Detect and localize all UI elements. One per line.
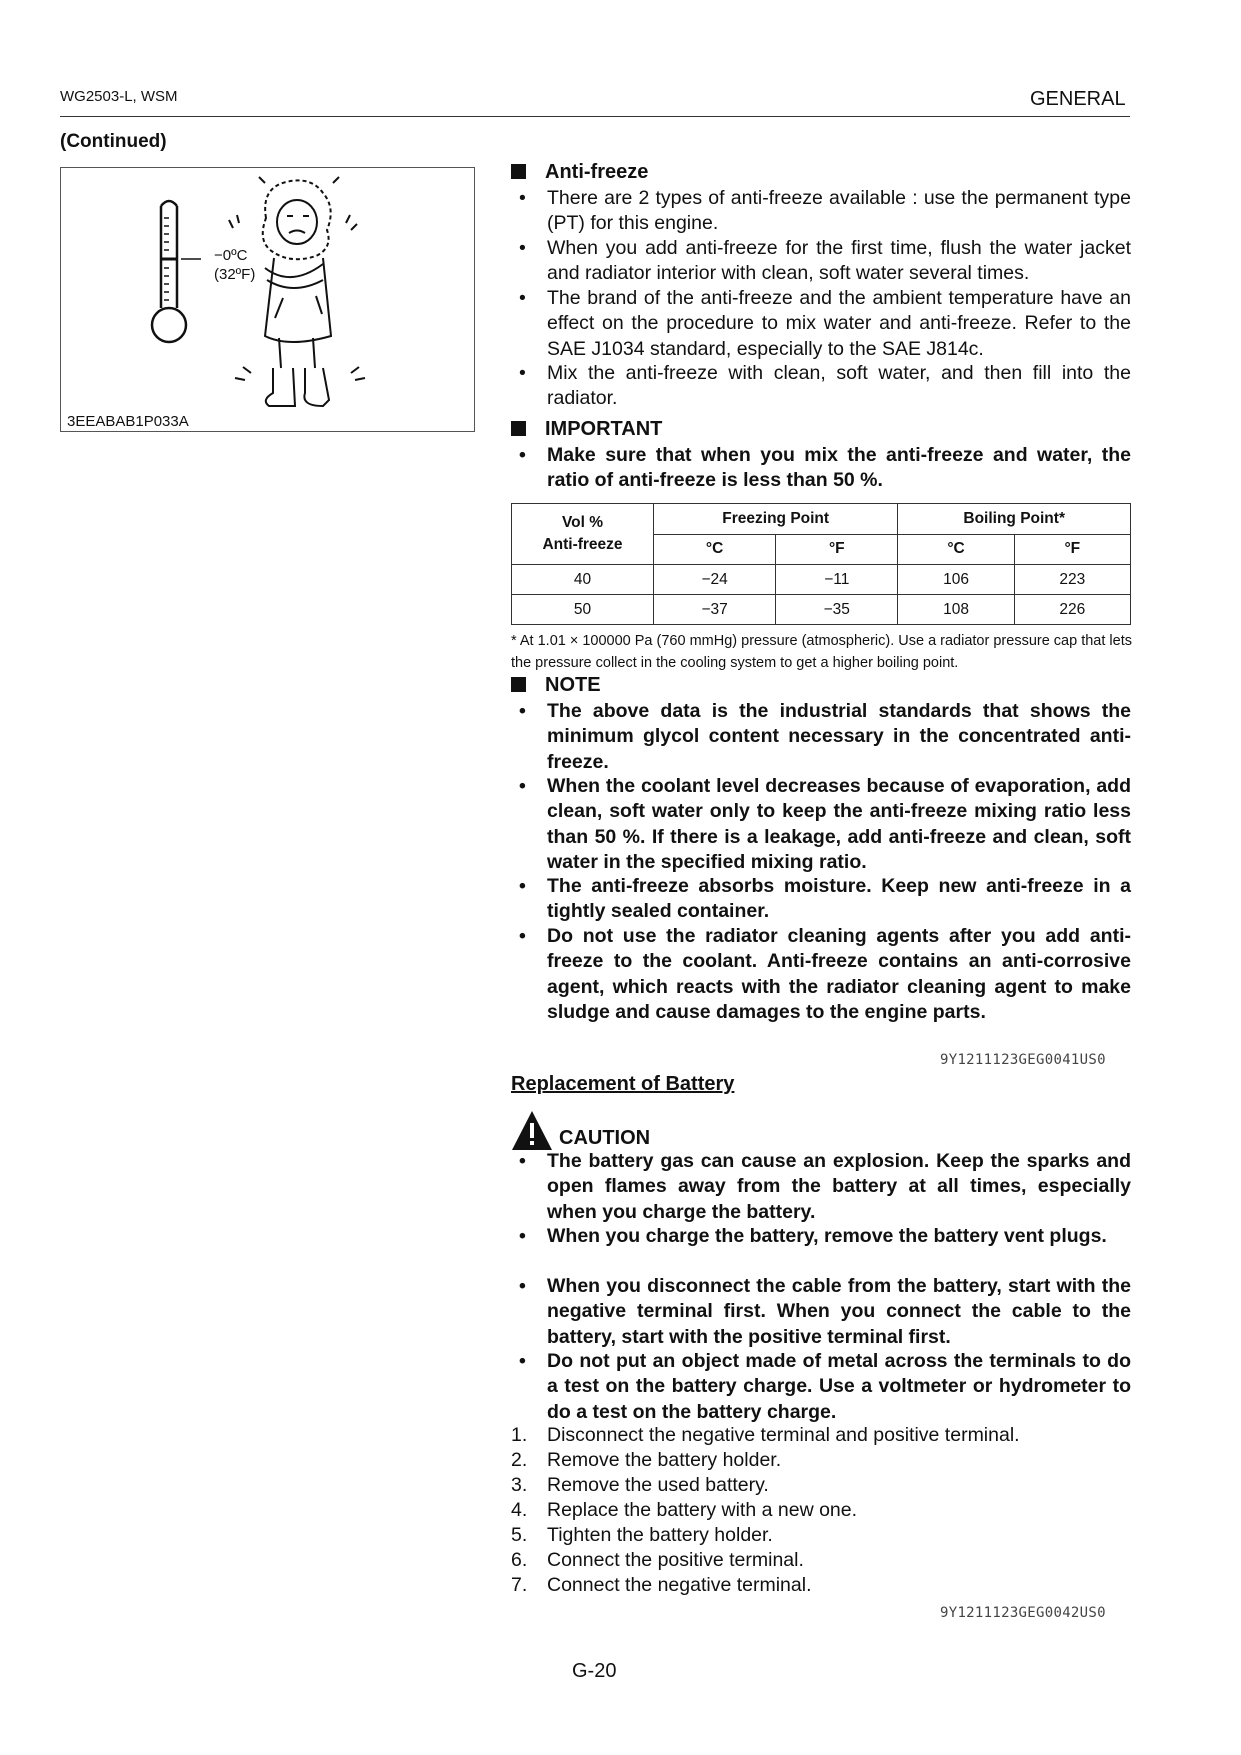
list-item: • Do not put an object made of metal across the terminals to do a test on the battery charge. Use a voltmeter or hydrometer to do a test on the battery charge. xyxy=(511,1349,1131,1425)
step-6-text: Connect the positive terminal. xyxy=(547,1549,804,1571)
table-footnote: * At 1.01 × 100000 Pa (760 mmHg) pressure (atmospheric). Use a radiator pressure cap that lets the pressure collect in the cooling system to get a higher boiling point. xyxy=(511,633,1132,671)
table-header-vol xyxy=(512,504,654,565)
note-heading-text: NOTE xyxy=(545,674,601,696)
caution-bullet-4: Do not put an object made of metal across the terminals to do a test on the battery charge. Use a voltmeter or hydrometer to do a test on the battery charge. xyxy=(547,1350,1131,1423)
important-bullet-1: Make sure that when you mix the anti-freeze and water, the ratio of anti-freeze is less than 50 %. xyxy=(547,444,1131,492)
caution-label: CAUTION xyxy=(559,1127,651,1149)
table-header-c: °C xyxy=(898,534,1014,565)
battery-section-heading: Replacement of Battery xyxy=(511,1073,735,1095)
list-item: • When you charge the battery, remove the battery vent plugs. xyxy=(511,1224,1131,1249)
list-item: • The above data is the industrial standards that shows the minimum glycol content necessary in the concentrated anti-freeze. xyxy=(511,699,1131,775)
important-heading xyxy=(511,418,662,441)
square-bullet-icon xyxy=(511,164,526,179)
step-5-text: Tighten the battery holder. xyxy=(547,1524,773,1546)
section-title: GENERAL xyxy=(1030,88,1126,110)
antifreeze-bullet-3: The brand of the anti-freeze and the ambient temperature have an effect on the procedure to mix water and anti-freeze. Refer to the SAE J1034 standard, especially to the SAE J814c. xyxy=(547,287,1131,360)
list-item: • When the coolant level decreases because of evaporation, add clean, soft water only to keep the anti-freeze mixing ratio less than 50 %. If there is a leakage, add anti-freeze and clean, soft water in the specified mixing ratio. xyxy=(511,774,1131,875)
table-cell: 223 xyxy=(1014,565,1130,595)
table-cell: −11 xyxy=(776,565,898,595)
step-3-text: Remove the used battery. xyxy=(547,1474,769,1496)
warning-triangle-icon xyxy=(511,1110,553,1152)
temperature-fahrenheit: (32ºF) xyxy=(214,266,256,283)
table-cell: 226 xyxy=(1014,595,1130,625)
note-bullet-1: The above data is the industrial standards that shows the minimum glycol content necessary in the concentrated anti-freeze. xyxy=(547,700,1131,773)
table-cell: 106 xyxy=(898,565,1014,595)
temperature-celsius: −0ºC xyxy=(214,247,248,264)
step-1-text: Disconnect the negative terminal and positive terminal. xyxy=(547,1424,1020,1446)
caution-bullet-2: When you charge the battery, remove the battery vent plugs. xyxy=(547,1225,1107,1247)
table-header-f: °F xyxy=(1014,534,1130,565)
list-item: • Do not use the radiator cleaning agents after you add anti-freeze to the coolant. Anti-freeze contains an anti-corrosive agent, which reacts with the radiator cleaning agent to make sludge and cause damages to the engine parts. xyxy=(511,924,1131,1025)
table-row xyxy=(512,595,1131,625)
table-row xyxy=(512,565,1131,595)
table-header-freezing: Freezing Point xyxy=(654,504,898,535)
note-heading xyxy=(511,674,601,697)
table-cell: −24 xyxy=(654,565,776,595)
temperature-label xyxy=(214,246,255,284)
table-header-f: °F xyxy=(776,534,898,565)
continued-label: (Continued) xyxy=(60,131,167,152)
table-cell: −35 xyxy=(776,595,898,625)
note-bullet-2: When the coolant level decreases because of evaporation, add clean, soft water only to keep the anti-freeze mixing ratio less than 50 %. If there is a leakage, add anti-freeze and clean, soft water in the specified mixing ratio. xyxy=(547,775,1131,873)
note-bullet-4: Do not use the radiator cleaning agents after you add anti-freeze to the coolant. Anti-freeze contains an anti-corrosive agent, which reacts with the radiator cleaning agent to make sludge and cause damages to the engine parts. xyxy=(547,925,1131,1023)
list-item: • Make sure that when you mix the anti-freeze and water, the ratio of anti-freeze is less than 50 %. xyxy=(511,443,1131,494)
table-cell: −37 xyxy=(654,595,776,625)
list-item: • The battery gas can cause an explosion. Keep the sparks and open flames away from the battery at all times, especially when you charge the battery. xyxy=(511,1149,1131,1225)
document-id: WG2503-L, WSM xyxy=(60,88,178,105)
antifreeze-heading-text: Anti-freeze xyxy=(545,161,649,183)
reference-code: 9Y1211123GEG0041US0 xyxy=(940,1052,1106,1068)
page-number: G-20 xyxy=(572,1660,617,1682)
step-7-text: Connect the negative terminal. xyxy=(547,1574,812,1596)
list-item: • When you disconnect the cable from the battery, start with the negative terminal first. When you connect the cable to the battery, start with the positive terminal first. xyxy=(511,1274,1131,1350)
reference-code: 9Y1211123GEG0042US0 xyxy=(940,1605,1106,1621)
important-heading-text: IMPORTANT xyxy=(545,418,663,440)
list-item: • The brand of the anti-freeze and the ambient temperature have an effect on the procedure to mix water and anti-freeze. Refer to the SAE J1034 standard, especially to the SAE J814c. xyxy=(511,286,1131,362)
table-cell: 50 xyxy=(512,595,654,625)
note-bullet-3: The anti-freeze absorbs moisture. Keep new anti-freeze in a tightly sealed container. xyxy=(547,875,1131,923)
cold-weather-illustration xyxy=(60,167,475,432)
antifreeze-bullet-1: There are 2 types of anti-freeze available : use the permanent type (PT) for this engine. xyxy=(547,187,1131,235)
table-header-boiling: Boiling Point* xyxy=(898,504,1131,535)
thermometer-and-person-drawing xyxy=(61,168,476,433)
list-item: • The anti-freeze absorbs moisture. Keep new anti-freeze in a tightly sealed container. xyxy=(511,874,1131,925)
square-bullet-icon xyxy=(511,421,526,436)
header-vol-line1: Vol % xyxy=(561,514,604,531)
figure-code: 3EEABAB1P033A xyxy=(67,413,189,430)
antifreeze-bullet-2: When you add anti-freeze for the first time, flush the water jacket and radiator interior with clean, soft water several times. xyxy=(547,237,1131,285)
list-item: • There are 2 types of anti-freeze available : use the permanent type (PT) for this engine. xyxy=(511,186,1131,237)
antifreeze-bullet-4: Mix the anti-freeze with clean, soft water, and then fill into the radiator. xyxy=(547,362,1131,410)
step-2-text: Remove the battery holder. xyxy=(547,1449,782,1471)
table-header-c: °C xyxy=(654,534,776,565)
list-item: • When you add anti-freeze for the first time, flush the water jacket and radiator interior with clean, soft water several times. xyxy=(511,236,1131,287)
antifreeze-heading xyxy=(511,161,648,184)
header-divider xyxy=(60,116,1130,117)
antifreeze-table xyxy=(511,503,1131,625)
step-4-text: Replace the battery with a new one. xyxy=(547,1499,858,1521)
square-bullet-icon xyxy=(511,677,526,692)
list-item: • Mix the anti-freeze with clean, soft water, and then fill into the radiator. xyxy=(511,361,1131,412)
table-cell: 40 xyxy=(512,565,654,595)
table-cell: 108 xyxy=(898,595,1014,625)
caution-bullet-3: When you disconnect the cable from the battery, start with the negative terminal first. When you connect the cable to the battery, start with the positive terminal first. xyxy=(547,1275,1131,1348)
caution-bullet-1: The battery gas can cause an explosion. Keep the sparks and open flames away from the battery at all times, especially when you charge the battery. xyxy=(547,1150,1131,1223)
header-vol-line2: Anti-freeze xyxy=(542,536,623,553)
